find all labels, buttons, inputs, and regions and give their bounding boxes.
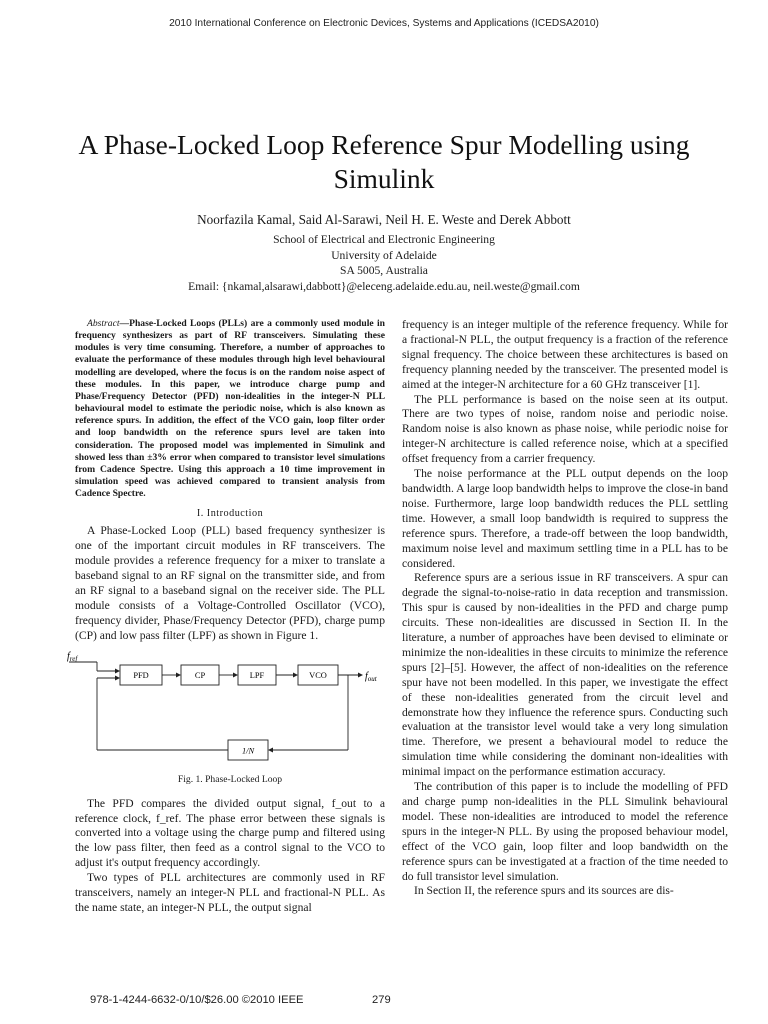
vco-label: VCO — [309, 670, 327, 680]
left-column — [67, 318, 385, 916]
paper-title: A Phase-Locked Loop Reference Spur Modelling using Simulink — [78, 129, 690, 194]
body-paragraph: The noise performance at the PLL output depends on the loop bandwidth. A large loop bandwidth helps to improve the close-in band noise. Furthermore, large loop bandwidth reduces the PLL settling time. However, a small loop bandwidth is required to suppress the reference spurs. Therefore, a trade-off between the loop bandwidth, maximum noise level and maximum settling time in a PLL has to be considered. — [402, 467, 728, 570]
body-paragraph: The contribution of this paper is to include the modelling of PFD and charge pump non-idealities in the PLL Simulink behavioural model. These non-idealities are introduced to model the reference spurs in the integer-N PLL. By using the proposed behaviour model, effect of the VCO gain, loop filter and loop bandwidth on the reference spurs can be investigated at a fraction of the time needed to do full transistor level simulation. — [402, 780, 728, 883]
divider-label: 1/N — [241, 746, 255, 756]
abstract-label: Abstract — [87, 318, 120, 329]
input-signal-label: $f_{ref}$ — [67, 650, 78, 663]
page-number: 279 — [372, 994, 391, 1006]
copyright-footer: 978-1-4244-6632-0/10/$26.00 ©2010 IEEE — [90, 994, 304, 1006]
abstract — [75, 318, 385, 500]
body-paragraph: The PFD compares the divided output signal, f_out to a reference clock, f_ref. The phase error between these signals is converted into a voltage using the charge pump and filtered using the low pass filter, then feed as a control signal to the VCO to adjust it's output frequency accordingly. — [75, 796, 385, 870]
affiliation-email: Email: {nkamal,alsarawi,dabbott}@eleceng.adelaide.edu.au, neil.weste@gmail.com — [188, 279, 580, 293]
author-list: Noorfazila Kamal, Said Al-Sarawi, Neil H. E. Weste and Derek Abbott — [197, 212, 571, 227]
body-paragraph: Reference spurs are a serious issue in RF transceivers. A spur can degrade the signal-to-noise-ratio in data reception and transmission. This spur is caused by non-idealities in the PFD and charge pump circuits. These non-idealities are discussed in Section II. In the literature, a number of approaches have been devised to eliminate or minimize the non-idealities in these circuits to minimize the reference spurs [2]–[5]. However, the affect of non-idealities on the reference spur have not been modelled. In this paper, we investigate the effect of these non-idealities generated from the circuit level and demonstrate how they influence the reference spurs. Conducting such evaluation at the transistor level would take a very long simulation time. Therefore, we present a behavioural model to reduce the simulation time while considering the dominant non-idealities with minimal impact on the performance estimation accuracy. — [402, 571, 728, 779]
lpf-label: LPF — [249, 670, 265, 680]
affiliation-school: School of Electrical and Electronic Engineering — [273, 233, 495, 246]
abstract-text: Phase-Locked Loops (PLLs) are a commonly used module in frequency synthesizers as part of RF transceivers. Simulating these modules is very time consuming. Therefore, a number of approaches to evaluate the performance of these modules through high level behavioural modelling are developed, where the focus is on the random noise aspect of these modules. In this paper, we introduce charge pump and Phase/Frequency Detector (PFD) non-idealities in the integer-N PLL behavioural model to estimate the periodic noise, which is also known as reference spurs. In addition, the effect of the VCO gain, loop filter order and loop bandwidth on the reference spurs level are taken into consideration. The proposed model was implemented in Simulink and showed less than ±3% error when compared to transistor level simulations from Cadence Spectre. Using this approach a 10 time improvement in simulation speed was achieved compared to transient analysis from Cadence Spectre. — [75, 318, 385, 500]
pfd-label: PFD — [133, 670, 149, 680]
section-heading-introduction: I. Introduction — [196, 508, 264, 520]
affiliation-block — [0, 232, 768, 294]
pll-block-diagram — [67, 650, 385, 768]
figure-pll-diagram — [67, 650, 385, 770]
right-column — [402, 318, 728, 899]
body-paragraph: In Section II, the reference spurs and its sources are dis- — [414, 884, 674, 898]
affiliation-university: University of Adelaide — [331, 248, 437, 262]
abstract-dash: — — [119, 318, 130, 329]
body-paragraph: The PLL performance is based on the noise seen at its output. There are two types of noise, random noise and periodic noise. Random noise is also known as phase noise, while periodic noise for integer-N architecture is called reference noise, which at a specified offset frequency from a carrier frequency. — [402, 392, 728, 466]
body-paragraph: frequency is an integer multiple of the reference frequency. While for a fractional-N PLL, the output frequency is a fraction of the reference signal frequency. The choice between these architectures is based on frequency planning needed by the transceiver. The presented model is aimed at the integer-N architecture for a 60 GHz transceiver [1]. — [402, 318, 728, 391]
cp-label: CP — [194, 670, 206, 680]
conference-header: 2010 International Conference on Electronic Devices, Systems and Applications (ICEDSA2010) — [169, 18, 599, 29]
figure-caption: Fig. 1. Phase-Locked Loop — [177, 773, 283, 785]
intro-paragraph: A Phase-Locked Loop (PLL) based frequency synthesizer is one of the important circuit modules in RF transceivers. The module provides a reference frequency for a mixer to translate a baseband signal to an RF signal on the transmitter side, and from an RF signal to a baseband signal on the receiver side. The PLL module consists of a Voltage-Controlled Oscillator (VCO), frequency divider, Phase/Frequency Detector (PFD), charge pump (CP) and low pass filter (LPF) as shown in Figure 1. — [75, 524, 385, 642]
body-paragraph: Two types of PLL architectures are commonly used in RF transceivers, namely an integer-N PLL and fractional-N PLL. As the name state, an integer-N PLL, the output signal — [75, 871, 385, 914]
output-signal-label: $f_{out}$ — [365, 670, 377, 683]
affiliation-address: SA 5005, Australia — [340, 264, 428, 277]
